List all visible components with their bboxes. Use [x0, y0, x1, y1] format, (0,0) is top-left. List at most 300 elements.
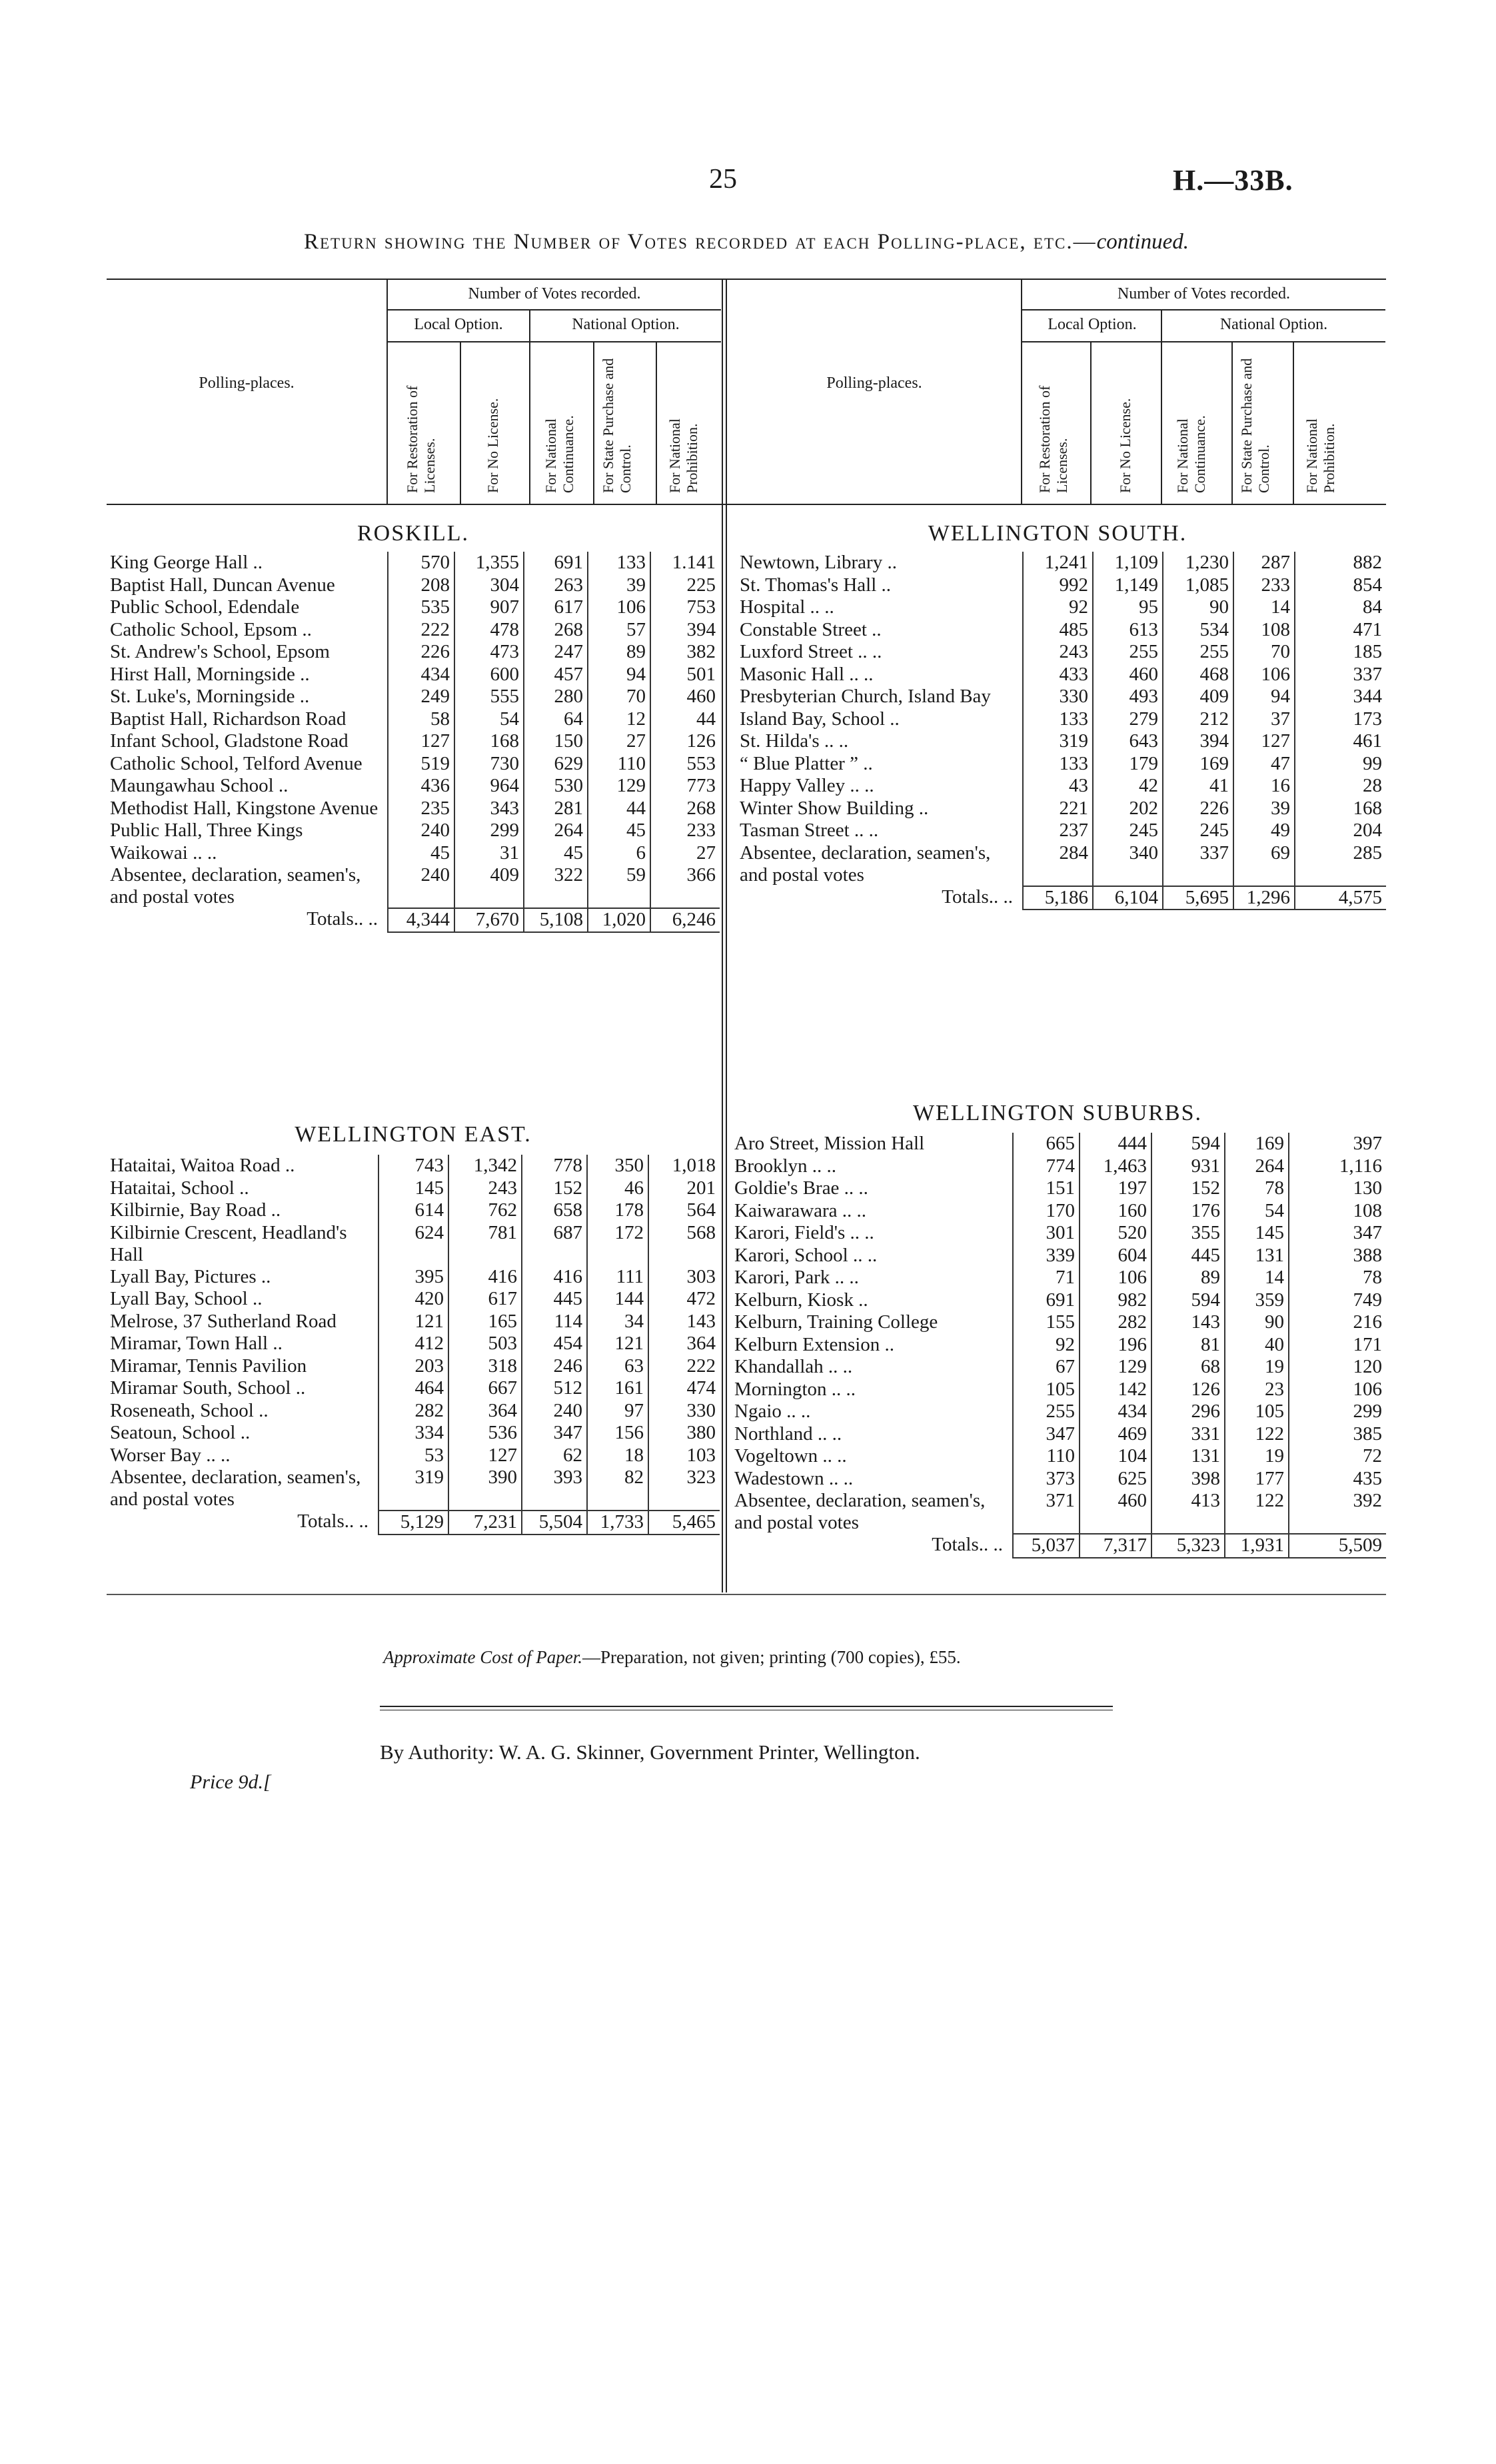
vote-count: 445 [522, 1288, 587, 1311]
vote-count: 129 [588, 775, 650, 798]
vote-count: 81 [1151, 1334, 1225, 1357]
vote-count: 520 [1080, 1222, 1151, 1245]
table-row [734, 1155, 1386, 1178]
vote-count: 178 [587, 1199, 648, 1222]
vote-count: 122 [1225, 1490, 1289, 1534]
table-row [110, 1467, 720, 1511]
vote-count: 614 [378, 1199, 448, 1222]
polling-place: Melrose, 37 Sutherland Road [110, 1310, 337, 1332]
vote-count: 485 [1023, 619, 1093, 642]
left-header-no-license: For No License. [484, 398, 501, 493]
polling-place: Catholic School, Epsom .. [110, 618, 312, 640]
table-row [740, 708, 1386, 731]
vote-count: 62 [522, 1445, 587, 1467]
vote-count: 464 [378, 1377, 448, 1400]
vote-count: 474 [648, 1377, 720, 1400]
vote-count: 318 [448, 1355, 522, 1378]
vote-count: 773 [650, 775, 720, 798]
vote-count: 594 [1151, 1133, 1225, 1155]
vote-count: 245 [1163, 820, 1233, 842]
authority-line: By Authority: W. A. G. Skinner, Government Printer, Wellington. [380, 1740, 920, 1764]
vote-count: 493 [1093, 686, 1163, 708]
vote-count: 433 [1023, 664, 1093, 686]
polling-place: Miramar, Tennis Pavilion [110, 1355, 307, 1377]
vote-count: 299 [1289, 1401, 1386, 1423]
total-count: 7,317 [1080, 1534, 1151, 1558]
vote-count: 330 [648, 1400, 720, 1423]
vote-count: 40 [1225, 1334, 1289, 1357]
polling-place: Hataitai, School .. [110, 1177, 249, 1199]
left-header-polling-places: Polling-places. [199, 374, 295, 392]
polling-place: Winter Show Building .. [740, 797, 929, 819]
polling-place: St. Andrew's School, Epsom [110, 641, 330, 662]
vote-count: 142 [1080, 1379, 1151, 1401]
vote-count: 1,085 [1163, 574, 1233, 597]
vote-count: 416 [522, 1266, 587, 1289]
section-title-wellington-south: WELLINGTON SOUTH. [928, 521, 1187, 546]
vote-count: 94 [1233, 686, 1295, 708]
total-count: 6,246 [650, 908, 720, 932]
vote-count: 364 [448, 1400, 522, 1423]
vote-count: 1,116 [1289, 1155, 1386, 1178]
table-row [110, 686, 720, 708]
right-header-no-license: For No License. [1117, 398, 1133, 493]
vote-count: 570 [388, 552, 454, 574]
vote-count: 749 [1289, 1289, 1386, 1312]
polling-place: Tasman Street .. .. [740, 820, 879, 841]
vote-count: 247 [524, 641, 588, 664]
table-row [110, 798, 720, 820]
polling-place: Khandallah .. .. [734, 1356, 853, 1377]
vote-count: 67 [1013, 1356, 1080, 1379]
vote-count: 624 [378, 1222, 448, 1266]
vote-count: 629 [524, 753, 588, 776]
vote-count: 31 [454, 842, 524, 865]
polling-place: King George Hall .. [110, 552, 263, 573]
vote-count: 322 [524, 864, 588, 908]
vote-count: 392 [1289, 1490, 1386, 1534]
vote-count: 854 [1295, 574, 1386, 597]
vote-count: 70 [588, 686, 650, 708]
vote-count: 330 [1023, 686, 1093, 708]
right-header-rule-2 [1022, 341, 1385, 342]
table-row [740, 619, 1386, 642]
vote-count: 304 [454, 574, 524, 597]
polling-place: Karori, School .. .. [734, 1244, 878, 1266]
section-title-wellington-east: WELLINGTON EAST. [295, 1122, 532, 1147]
table-row [740, 842, 1386, 886]
vote-count: 412 [378, 1333, 448, 1355]
vote-count: 57 [588, 619, 650, 642]
polling-place: Happy Valley .. .. [740, 775, 874, 796]
vote-count: 133 [1023, 708, 1093, 731]
polling-place: Miramar South, School .. [110, 1377, 306, 1399]
wellington-suburbs-table [734, 1133, 1386, 1558]
polling-place: Wadestown .. .. [734, 1467, 854, 1489]
vote-count: 334 [378, 1422, 448, 1445]
table-row [110, 708, 720, 731]
vote-count: 468 [1163, 664, 1233, 686]
table-row [734, 1379, 1386, 1401]
vote-count: 130 [1289, 1177, 1386, 1200]
totals-label: Totals.. .. [942, 886, 1013, 908]
table-row [740, 574, 1386, 597]
vote-count: 281 [524, 798, 588, 820]
vote-count: 380 [648, 1422, 720, 1445]
wellington-south-table [740, 552, 1386, 910]
vote-count: 172 [587, 1222, 648, 1266]
polling-place: Masonic Hall .. .. [740, 663, 874, 685]
vote-count: 471 [1295, 619, 1386, 642]
vote-count: 179 [1093, 753, 1163, 776]
vote-count: 129 [1080, 1356, 1151, 1379]
vote-count: 382 [650, 641, 720, 664]
vote-count: 347 [522, 1422, 587, 1445]
vote-count: 643 [1093, 730, 1163, 753]
vote-count: 89 [1151, 1267, 1225, 1289]
vote-count: 170 [1013, 1200, 1080, 1223]
polling-place: Worser Bay .. .. [110, 1444, 231, 1466]
polling-place: Maungawhau School .. [110, 775, 289, 796]
table-row [734, 1133, 1386, 1155]
vote-count: 301 [1013, 1222, 1080, 1245]
polling-place: Island Bay, School .. [740, 708, 900, 730]
polling-place: Mornington .. .. [734, 1378, 856, 1400]
right-header-national-option: National Option. [1219, 316, 1328, 333]
vote-count: 49 [1233, 820, 1295, 842]
vote-count: 145 [1225, 1222, 1289, 1245]
table-row [734, 1267, 1386, 1289]
approximate-cost-label: Approximate Cost of Paper. [383, 1647, 582, 1667]
vote-count: 68 [1151, 1356, 1225, 1379]
table-row [110, 842, 720, 865]
vote-count: 319 [1023, 730, 1093, 753]
right-header-prohibition: For National Prohibition. [1303, 418, 1337, 493]
vote-count: 263 [524, 574, 588, 597]
right-header-local-option: Local Option. [1048, 316, 1137, 333]
vote-count: 226 [388, 641, 454, 664]
vote-count: 907 [454, 596, 524, 619]
vote-count: 617 [524, 596, 588, 619]
vote-count: 398 [1151, 1468, 1225, 1491]
return-title-main: Return showing the Number of Votes recorded at each Polling-place, etc.— [303, 230, 1097, 254]
table-row [734, 1468, 1386, 1491]
document-reference: H.—33B. [1173, 164, 1293, 197]
vote-count: 501 [650, 664, 720, 686]
polling-place: St. Hilda's .. .. [740, 730, 849, 752]
vote-count: 478 [454, 619, 524, 642]
vote-count: 444 [1080, 1133, 1151, 1155]
vote-count: 127 [1233, 730, 1295, 753]
polling-place: Ngaio .. .. [734, 1401, 811, 1422]
vote-count: 762 [448, 1199, 522, 1222]
vote-count: 730 [454, 753, 524, 776]
right-header-vline-4 [1293, 342, 1294, 504]
polling-place: Hataitai, Waitoa Road .. [110, 1155, 295, 1176]
polling-place: Northland .. .. [734, 1423, 842, 1445]
vote-count: 331 [1151, 1423, 1225, 1446]
table-row [734, 1311, 1386, 1334]
total-count: 4,344 [388, 908, 454, 932]
polling-place: Luxford Street .. .. [740, 641, 882, 662]
vote-count: 168 [1295, 798, 1386, 820]
vote-count: 268 [524, 619, 588, 642]
table-row [734, 1445, 1386, 1468]
vote-count: 165 [448, 1311, 522, 1333]
right-header-vline-2 [1090, 342, 1092, 504]
polling-place: Constable Street .. [740, 618, 882, 640]
vote-count: 343 [454, 798, 524, 820]
vote-count: 70 [1233, 641, 1295, 664]
header-top-rule [107, 279, 1386, 280]
vote-count: 296 [1151, 1401, 1225, 1423]
vote-count: 340 [1093, 842, 1163, 886]
vote-count: 45 [388, 842, 454, 865]
table-row [110, 574, 720, 597]
total-count: 5,129 [378, 1511, 448, 1535]
vote-count: 472 [648, 1288, 720, 1311]
vote-count: 350 [587, 1155, 648, 1177]
vote-count: 44 [588, 798, 650, 820]
vote-count: 39 [588, 574, 650, 597]
polling-place: Roseneath, School .. [110, 1399, 269, 1421]
vote-count: 240 [388, 864, 454, 908]
vote-count: 41 [1163, 775, 1233, 798]
table-row [110, 1155, 720, 1177]
table-row [110, 641, 720, 664]
vote-count: 964 [454, 775, 524, 798]
left-header-divider [386, 280, 388, 504]
polling-place: Kelburn, Training College [734, 1311, 938, 1333]
vote-count: 63 [587, 1355, 648, 1378]
total-count: 5,465 [648, 1511, 720, 1535]
vote-count: 691 [524, 552, 588, 574]
vote-count: 279 [1093, 708, 1163, 731]
polling-place: Waikowai .. .. [110, 842, 217, 864]
polling-place: Hospital .. .. [740, 596, 834, 618]
vote-count: 204 [1295, 820, 1386, 842]
vote-count: 152 [1151, 1177, 1225, 1200]
vote-count: 233 [1233, 574, 1295, 597]
vote-count: 337 [1163, 842, 1233, 886]
vote-count: 366 [650, 864, 720, 908]
vote-count: 82 [587, 1467, 648, 1511]
table-row [110, 1422, 720, 1445]
vote-count: 420 [378, 1288, 448, 1311]
totals-label: Totals.. .. [932, 1534, 1003, 1555]
vote-count: 931 [1151, 1155, 1225, 1178]
vote-count: 284 [1023, 842, 1093, 886]
vote-count: 1,018 [648, 1155, 720, 1177]
vote-count: 19 [1225, 1356, 1289, 1379]
vote-count: 14 [1233, 596, 1295, 619]
vote-count: 753 [650, 596, 720, 619]
vote-count: 150 [524, 730, 588, 753]
vote-count: 613 [1093, 619, 1163, 642]
vote-count: 240 [388, 820, 454, 842]
polling-place: Public Hall, Three Kings [110, 820, 303, 841]
vote-count: 536 [448, 1422, 522, 1445]
table-row [734, 1334, 1386, 1357]
table-row [110, 596, 720, 619]
vote-count: 208 [388, 574, 454, 597]
polling-place: Brooklyn .. .. [734, 1155, 837, 1177]
vote-count: 594 [1151, 1289, 1225, 1312]
vote-count: 416 [448, 1266, 522, 1289]
vote-count: 143 [648, 1311, 720, 1333]
vote-count: 23 [1225, 1379, 1289, 1401]
vote-count: 255 [1093, 641, 1163, 664]
return-title-continued: continued. [1096, 230, 1189, 254]
vote-count: 59 [588, 864, 650, 908]
vote-count: 460 [650, 686, 720, 708]
vote-count: 373 [1013, 1468, 1080, 1491]
polling-place: Baptist Hall, Duncan Avenue [110, 574, 335, 596]
vote-count: 106 [588, 596, 650, 619]
polling-place: St. Luke's, Morningside .. [110, 686, 310, 707]
vote-count: 982 [1080, 1289, 1151, 1312]
total-count: 4,575 [1295, 886, 1386, 910]
vote-count: 460 [1080, 1490, 1151, 1534]
polling-place: Presbyterian Church, Island Bay [740, 686, 991, 707]
vote-count: 212 [1163, 708, 1233, 731]
header-bottom-rule [107, 504, 1386, 505]
vote-count: 1,355 [454, 552, 524, 574]
polling-place: Kelburn Extension .. [734, 1333, 895, 1355]
vote-count: 1,241 [1023, 552, 1093, 574]
right-header-polling-places: Polling-places. [826, 374, 922, 392]
vote-count: 111 [587, 1266, 648, 1289]
vote-count: 778 [522, 1155, 587, 1177]
vote-count: 196 [1080, 1334, 1151, 1357]
polling-place: Seatoun, School .. [110, 1422, 251, 1443]
table-row [740, 552, 1386, 574]
left-header-local-option: Local Option. [414, 316, 503, 333]
table-row [740, 730, 1386, 753]
table-row [734, 1177, 1386, 1200]
table-row [740, 798, 1386, 820]
vote-count: 122 [1225, 1423, 1289, 1446]
vote-count: 54 [454, 708, 524, 731]
total-count: 7,231 [448, 1511, 522, 1535]
vote-count: 435 [1289, 1468, 1386, 1491]
vote-count: 78 [1289, 1267, 1386, 1289]
total-count: 5,037 [1013, 1534, 1080, 1558]
page-number: 25 [709, 164, 737, 195]
vote-count: 235 [388, 798, 454, 820]
vote-count: 14 [1225, 1267, 1289, 1289]
vote-count: 19 [1225, 1445, 1289, 1468]
polling-place: Newtown, Library .. [740, 552, 897, 573]
polling-place: Absentee, declaration, seamen's, and postal votes [734, 1490, 986, 1533]
vote-count: 409 [1163, 686, 1233, 708]
vote-count: 225 [650, 574, 720, 597]
vote-count: 156 [587, 1422, 648, 1445]
vote-count: 355 [1151, 1222, 1225, 1245]
vote-count: 90 [1225, 1311, 1289, 1334]
left-header-national-option: National Option. [572, 316, 680, 333]
vote-count: 110 [588, 753, 650, 776]
vote-count: 255 [1013, 1401, 1080, 1423]
polling-place: Goldie's Brae .. .. [734, 1177, 868, 1199]
vote-count: 185 [1295, 641, 1386, 664]
vote-count: 105 [1013, 1379, 1080, 1401]
vote-count: 176 [1151, 1200, 1225, 1223]
vote-count: 1,230 [1163, 552, 1233, 574]
table-row [110, 1222, 720, 1266]
polling-place: “ Blue Platter ” .. [740, 752, 873, 774]
vote-count: 177 [1225, 1468, 1289, 1491]
vote-count: 687 [522, 1222, 587, 1266]
vote-count: 347 [1013, 1423, 1080, 1446]
vote-count: 71 [1013, 1267, 1080, 1289]
vote-count: 104 [1080, 1445, 1151, 1468]
table-row [110, 1177, 720, 1200]
polling-place: Karori, Park .. .. [734, 1267, 859, 1288]
vote-count: 530 [524, 775, 588, 798]
total-count: 5,504 [522, 1511, 587, 1535]
vote-count: 197 [1080, 1177, 1151, 1200]
vote-count: 90 [1163, 596, 1233, 619]
totals-row [734, 1534, 1386, 1558]
vote-count: 445 [1151, 1245, 1225, 1267]
vote-count: 1,109 [1093, 552, 1163, 574]
vote-count: 743 [378, 1155, 448, 1177]
polling-place: Catholic School, Telford Avenue [110, 752, 363, 774]
polling-place: Karori, Field's .. .. [734, 1222, 874, 1243]
vote-count: 1,463 [1080, 1155, 1151, 1178]
table-row [110, 1266, 720, 1289]
vote-count: 34 [587, 1311, 648, 1333]
vote-count: 604 [1080, 1245, 1151, 1267]
total-count: 5,108 [524, 908, 588, 932]
vote-count: 243 [1023, 641, 1093, 664]
vote-count: 106 [1233, 664, 1295, 686]
left-header-vline-4 [656, 342, 657, 504]
vote-count: 285 [1295, 842, 1386, 886]
right-header-votes-recorded: Number of Votes recorded. [1117, 285, 1291, 303]
table-row [110, 552, 720, 574]
vote-count: 658 [522, 1199, 587, 1222]
vote-count: 436 [388, 775, 454, 798]
total-count: 1,931 [1225, 1534, 1289, 1558]
polling-place: Vogeltown .. .. [734, 1445, 847, 1467]
polling-place: Hirst Hall, Morningside .. [110, 663, 310, 685]
vote-count: 243 [448, 1177, 522, 1200]
total-count: 7,670 [454, 908, 524, 932]
vote-count: 535 [388, 596, 454, 619]
vote-count: 143 [1151, 1311, 1225, 1334]
vote-count: 78 [1225, 1177, 1289, 1200]
vote-count: 99 [1295, 753, 1386, 776]
center-double-rule-b [726, 280, 727, 1592]
vote-count: 781 [448, 1222, 522, 1266]
vote-count: 268 [650, 798, 720, 820]
vote-count: 394 [650, 619, 720, 642]
vote-count: 45 [588, 820, 650, 842]
table-row [110, 1445, 720, 1467]
tables-bottom-rule [107, 1594, 1386, 1595]
left-header-vline-local-national [529, 310, 530, 504]
right-header-restoration: For Restoration of Licenses. [1036, 385, 1070, 493]
vote-count: 103 [648, 1445, 720, 1467]
vote-count: 344 [1295, 686, 1386, 708]
table-row [740, 596, 1386, 619]
vote-count: 409 [454, 864, 524, 908]
table-row [110, 619, 720, 642]
vote-count: 568 [648, 1222, 720, 1266]
vote-count: 226 [1163, 798, 1233, 820]
